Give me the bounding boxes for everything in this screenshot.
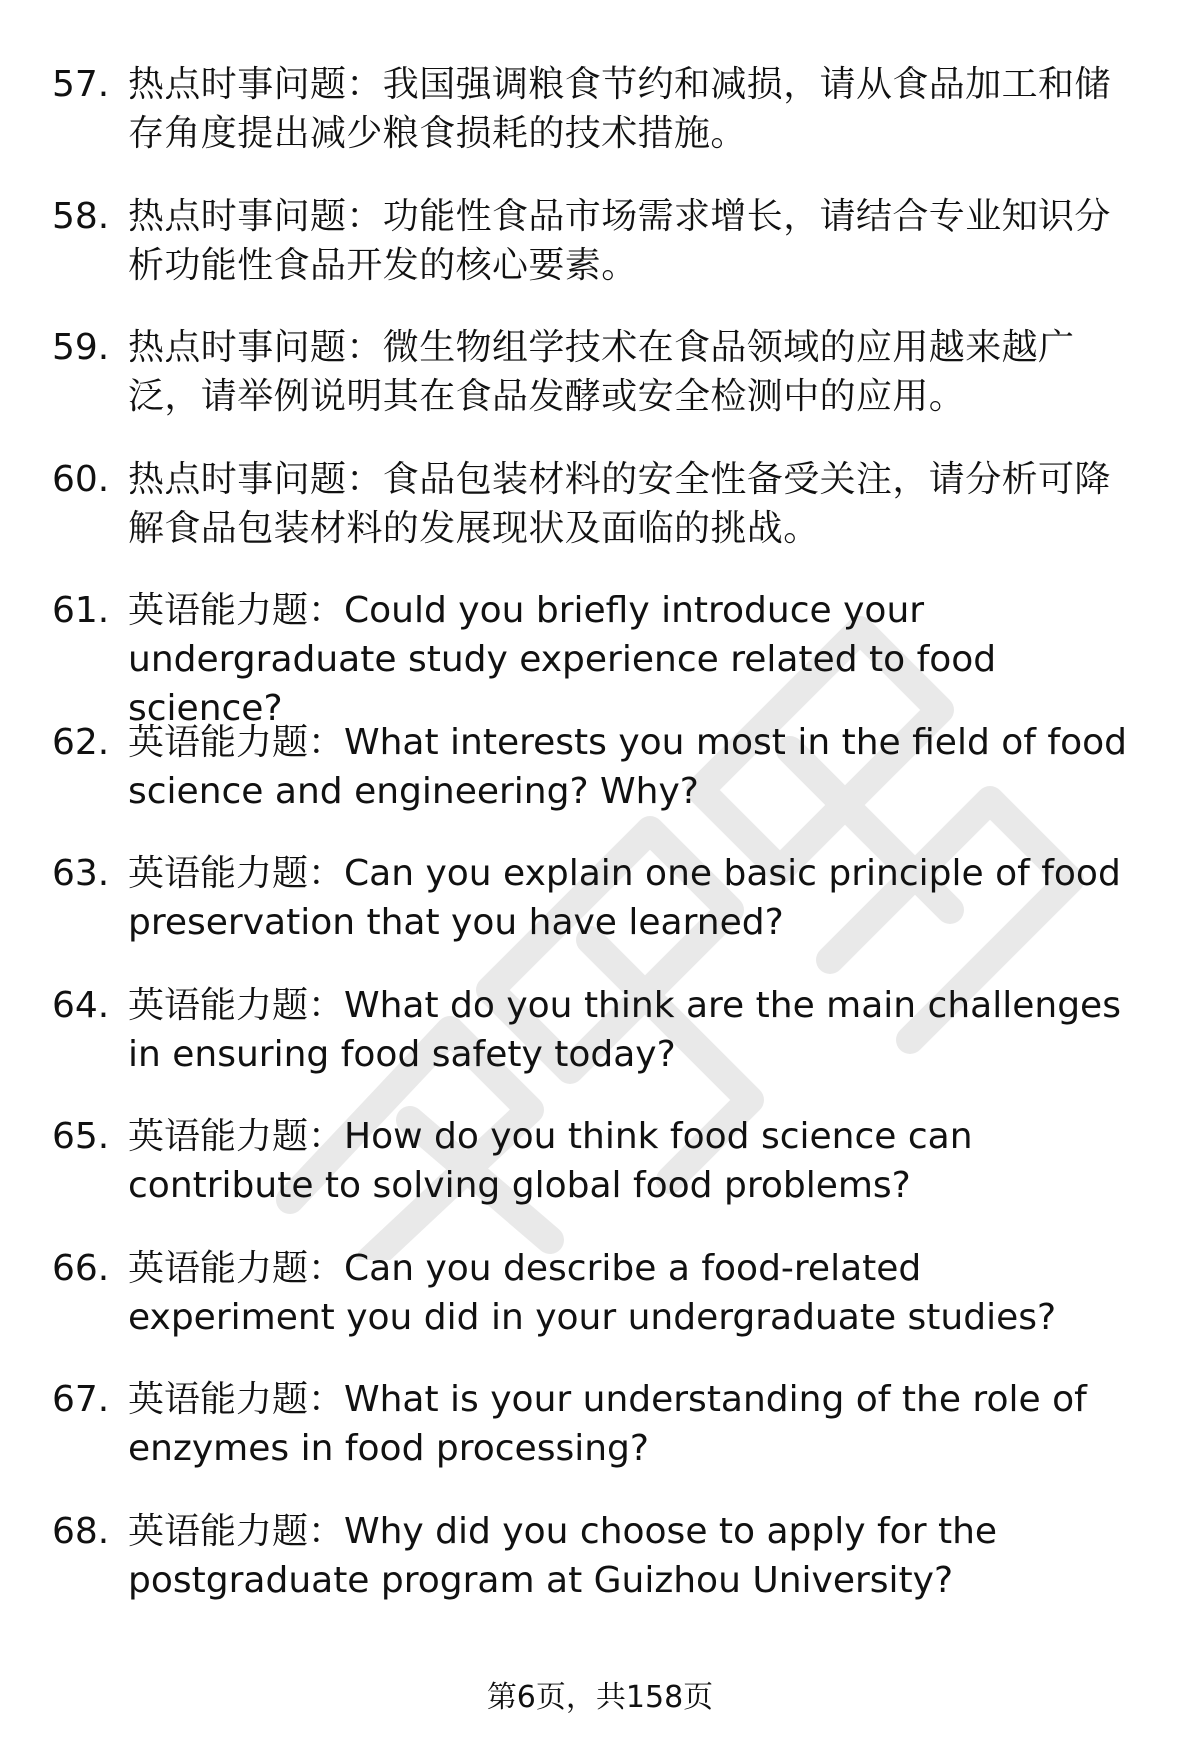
question-number: 64. (52, 984, 110, 1026)
question-text: 热点时事问题：我国强调粮食节约和减损，请从食品加工和储存角度提出减少粮食损耗的技术措施。 (128, 64, 1111, 154)
question-text: 热点时事问题：微生物组学技术在食品领域的应用越来越广泛，请举例说明其在食品发酵或安全检测中的应用。 (128, 327, 1075, 417)
question-text: 英语能力题：Can you explain one basic principle of food preservation that you have learned? (128, 853, 1121, 943)
question-number: 63. (52, 853, 110, 894)
question-number: 59. (52, 327, 110, 368)
question-item (0, 578, 1200, 729)
question-item (0, 1236, 1200, 1368)
question-item (0, 1104, 1200, 1236)
question-text: 英语能力题：Could you briefly introduce your undergraduate study experience related to food science? (128, 590, 997, 729)
question-number: 66. (52, 1247, 110, 1289)
question-text: 英语能力题：How do you think food science can contribute to solving global food problems? (128, 1116, 973, 1206)
question-item (0, 447, 1200, 579)
question-item (0, 710, 1200, 842)
question-item (0, 1367, 1200, 1499)
question-list (0, 52, 1200, 1630)
question-text: 热点时事问题：食品包装材料的安全性备受关注，请分析可降解食品包装材料的发展现状及面临的挑战。 (128, 458, 1111, 549)
question-text: 热点时事问题：功能性食品市场需求增长，请结合专业知识分析功能性食品开发的核心要素。 (128, 195, 1111, 286)
question-text: 英语能力题：Why did you choose to apply for the postgraduate program at Guizhou University? (128, 1510, 998, 1601)
question-text: 英语能力题：What is your understanding of the role of enzymes in food processing? (128, 1379, 1087, 1469)
question-number: 65. (52, 1116, 110, 1157)
question-number: 68. (52, 1510, 110, 1552)
question-text: 英语能力题：Can you describe a food-related experiment you did in your undergraduate studies? (128, 1247, 1057, 1338)
page-footer: 第6页，共158页 (486, 1680, 714, 1715)
question-number: 57. (52, 64, 110, 105)
question-item (0, 1499, 1200, 1631)
question-number: 61. (52, 590, 110, 631)
question-number: 58. (52, 195, 110, 237)
question-number: 67. (52, 1379, 110, 1420)
question-item (0, 973, 1200, 1105)
question-item (0, 184, 1200, 316)
question-item (0, 52, 1200, 184)
question-text: 英语能力题：What interests you most in the field of food science and engineering? Why? (128, 721, 1127, 812)
question-number: 60. (52, 458, 110, 500)
question-text: 英语能力题：What do you think are the main challenges in ensuring food safety today? (128, 984, 1121, 1075)
question-item (0, 841, 1200, 973)
question-number: 62. (52, 721, 110, 763)
question-item (0, 315, 1200, 447)
